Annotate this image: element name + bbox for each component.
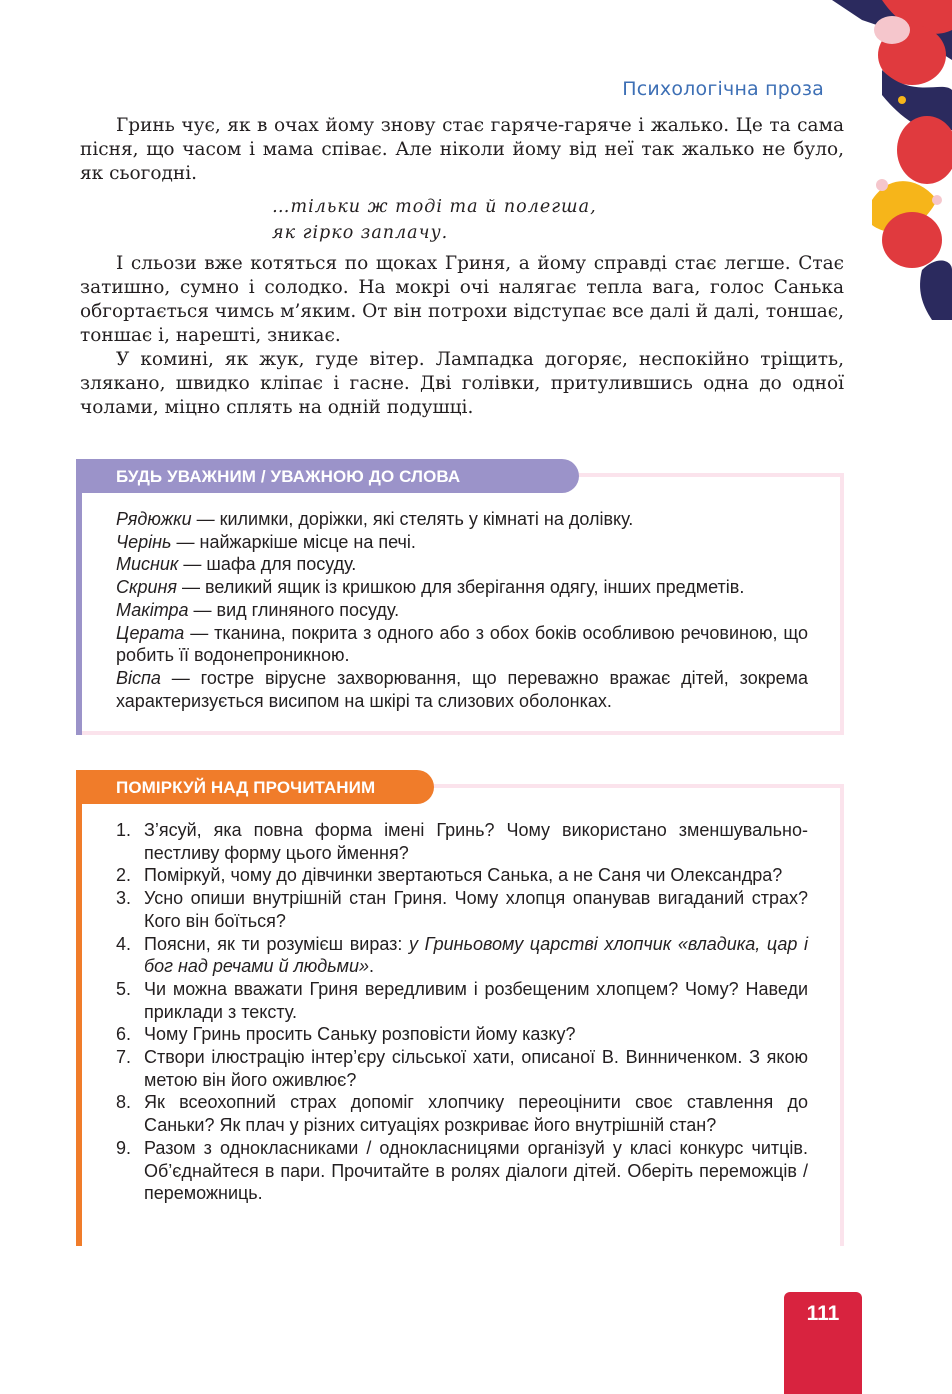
verse-quote: [272, 194, 844, 246]
glossary-entry: Мисник — шафа для посуду.: [116, 554, 357, 575]
glossary-entry: Церата — тканина, покрита з одного або з обох боків особливою речовиною, що робить її водонепроникною.: [116, 622, 808, 666]
glossary-list: [116, 508, 808, 712]
question-item: 4. Поясни, як ти розумієш вираз: у Гриньовому царстві хлопчик «владика, цар і бог над речами й людьми».: [116, 933, 808, 977]
paragraph: Гринь чує, як в очах йому знову стає гаряче-гаряче і жалько. Це та сама пісня, що часом і мама співає. Але ніколи йому від неї так жалько не було, як сьогодні.: [80, 115, 844, 184]
glossary-entry: Рядюжки — килимки, доріжки, які стелять у кімнаті на долівку.: [116, 509, 634, 529]
questions-list-wrap: [116, 819, 808, 1205]
question-item: 9. Разом з однокласниками / однокласницями організуй у класі конкурс читців. Об’єднайтеся в пари. Прочитайте в ролях діалоги дітей. Оберіть переможців / переможниць.: [116, 1137, 808, 1204]
question-item: 6. Чому Гринь просить Саньку розповісти йому казку?: [116, 1024, 576, 1045]
question-item: 5. Чи можна вважати Гриня вередливим і розбещеним хлопцем? Чому? Наведи приклади з тексту.: [116, 978, 808, 1022]
glossary-entry: Віспа — гостре вірусне захворювання, що переважно вражає дітей, зокрема характеризується висипом на шкірі та слизових оболонках.: [116, 667, 808, 711]
question-item: 8. Як всеохопний страх допоміг хлопчику переоцінити своє ставлення до Саньки? Як плач у різних ситуаціях розкриває його внутрішній стан?: [116, 1092, 808, 1136]
glossary-box: [76, 459, 844, 735]
prose-text: [80, 114, 844, 420]
glossary-term: Віспа: [116, 667, 161, 688]
question-item: 2. Поміркуй, чому до дівчинки звертаються Санька, а не Саня чи Олександра?: [116, 865, 783, 886]
glossary-term: Макітра: [116, 599, 189, 620]
questions-title: ПОМІРКУЙ НАД ПРОЧИТАНИМ: [76, 770, 434, 804]
running-head: Психологічна проза: [622, 78, 824, 100]
paragraph: І сльози вже котяться по щоках Гриня, а йому справді стає легше. Стає затишно, сумно і солодко. На мокрі очі налягає тепла вага, голос Санька обгортається чимсь м’яким. От він потрохи відступає все далі й далі, тоншає, тоншає і, нарешті, зникає.: [80, 253, 844, 346]
glossary-term: Рядюжки: [116, 509, 192, 529]
glossary-term: Мисник: [116, 554, 179, 575]
question-item: 1. З’ясуй, яка повна форма імені Гринь? Чому використано зменшувально-пестливу форму цього ймення?: [116, 820, 808, 863]
paragraph: У комині, як жук, гуде вітер. Лампадка догоряє, неспокійно тріщить, злякано, швидко кліпає і гасне. Дві голівки, притулившись одна до одної чолами, міцно сплять на одній подушці.: [80, 349, 844, 418]
glossary-title: БУДЬ УВАЖНИМ / УВАЖНОЮ ДО СЛОВА: [76, 459, 579, 493]
question-item: 7. Створи ілюстрацію інтер’єру сільської хати, описаної В. Винниченком. З якою метою він його оживлює?: [116, 1047, 808, 1090]
glossary-entry: Скриня — великий ящик із кришкою для зберігання одягу, інших предметів.: [116, 577, 745, 598]
glossary-term: Церата: [116, 622, 185, 643]
glossary-term: Скриня: [116, 577, 178, 598]
verse-line: як гірко заплачу.: [272, 223, 449, 243]
question-item: 3. Усно опиши внутрішній стан Гриня. Чому хлопця опанував вигаданий страх? Кого він боїться?: [116, 888, 808, 931]
questions-list: [116, 819, 808, 1205]
page-number-tab: [784, 1292, 862, 1394]
box-accent-bar: [76, 770, 82, 1246]
glossary-entry: Черінь — найжаркіше місце на печі.: [116, 531, 416, 552]
page-number: 111: [806, 1302, 840, 1325]
glossary-entry: Макітра — вид глиняного посуду.: [116, 599, 400, 620]
questions-box: [76, 770, 844, 1246]
glossary-term: Черінь: [116, 531, 172, 552]
verse-line: …тільки ж тоді та й полегша,: [272, 197, 597, 217]
box-accent-bar: [76, 459, 82, 735]
